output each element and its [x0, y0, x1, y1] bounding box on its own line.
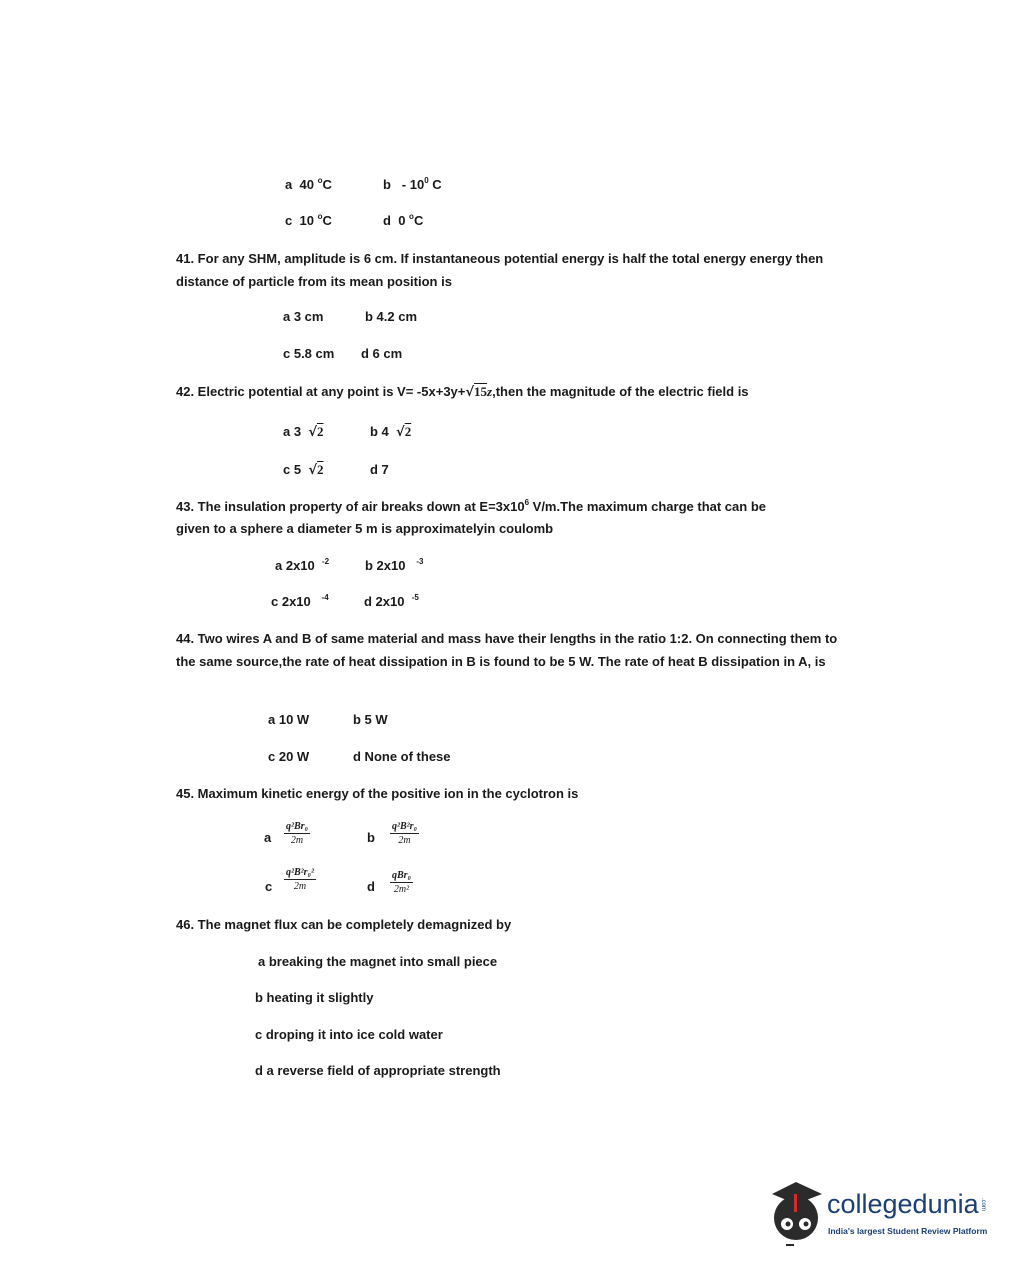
collegedunia-logo — [766, 1178, 996, 1248]
q42-option-b: b 4 √2 — [370, 424, 412, 440]
q46-option-a: a breaking the magnet into small piece — [258, 954, 498, 969]
q44-option-c: c 20 W — [268, 749, 310, 764]
q43-option-c: c 2x10 $^{-4}$ — [271, 593, 329, 609]
q46-option-d: d a reverse field of appropriate strength — [255, 1063, 501, 1078]
q45-label-c: c — [265, 879, 273, 894]
q43-option-a: a 2x10 $^{-2}$ — [275, 557, 330, 573]
logo-suffix: .com — [980, 1198, 986, 1212]
q40-option-d: d 0 $^o$C — [383, 212, 424, 228]
q45-label-d: d — [367, 879, 375, 894]
q46-option-c: c droping it into ice cold water — [255, 1027, 443, 1042]
q46-option-b: b heating it slightly — [255, 990, 374, 1005]
q45-option-c: $\frac{\text{q²B²r₀²}}{2m}$ — [286, 867, 315, 892]
q42-option-c: c 5 √2 — [283, 462, 324, 478]
q42-option-d: d 7 — [370, 462, 389, 477]
logo-tagline: India's largest Student Review Platform — [828, 1226, 988, 1236]
q41-option-b: b 4.2 cm — [365, 309, 418, 324]
question-45: 45. Maximum kinetic energy of the positive ion in the cyclotron is — [176, 786, 579, 801]
q41-option-c: c 5.8 cm — [283, 346, 335, 361]
question-43-line2: given to a sphere a diameter 5 m is approximatelyin coulomb — [176, 521, 554, 536]
mascot-icon — [766, 1178, 828, 1248]
q45-option-d: qBr₀ 2m² — [392, 870, 412, 895]
q44-option-a: a 10 W — [268, 712, 310, 727]
q45-option-a: $\frac{\text{q²Br₀}}{2m}$ — [286, 821, 309, 846]
q40-option-b: b - $10^0$ C — [383, 176, 442, 192]
q43-option-b: b 2x10 $^{-3}$ — [365, 557, 424, 573]
q40-option-c: c 10 $^o$C — [285, 212, 332, 228]
q43-option-d: d 2x10 $^{-5}$ — [364, 593, 419, 609]
question-43-line1: 43. The insulation property of air breaks down at $E=3x10^6$ V/m.The maximum charge that can be — [176, 498, 766, 514]
logo-wordmark: collegedunia — [827, 1189, 979, 1219]
q40-option-a: a 40 $^o$C — [285, 176, 332, 192]
q45-label-b: b — [367, 830, 375, 845]
q45-option-b: $\frac{\text{q²B²r₀}}{2m}$ — [392, 821, 418, 846]
question-42: 42. Electric potential at any point is V= -5x+3y+√15z,then the magnitude of the electric field is — [176, 384, 749, 400]
q44-option-d: d None of these — [353, 749, 451, 764]
q42-option-a: a 3 √2 — [283, 424, 324, 440]
question-46: 46. The magnet flux can be completely demagnized by — [176, 917, 512, 932]
q44-option-b: b 5 W — [353, 712, 388, 727]
question-41: 41. For any SHM, amplitude is 6 cm. If instantaneous potential energy is half the total energy energy then distance of particle from its mean position is — [176, 251, 824, 289]
question-44: 44. Two wires A and B of same material and mass have their lengths in the ratio 1:2. On connecting them to the same source,the rate of heat dissipation in B is found to be 5 W. The rate of heat B dissipation in A, is — [176, 631, 838, 669]
q41-option-a: a 3 cm — [283, 309, 324, 324]
q45-label-a: a — [264, 830, 272, 845]
q41-option-d: d 6 cm — [361, 346, 403, 361]
